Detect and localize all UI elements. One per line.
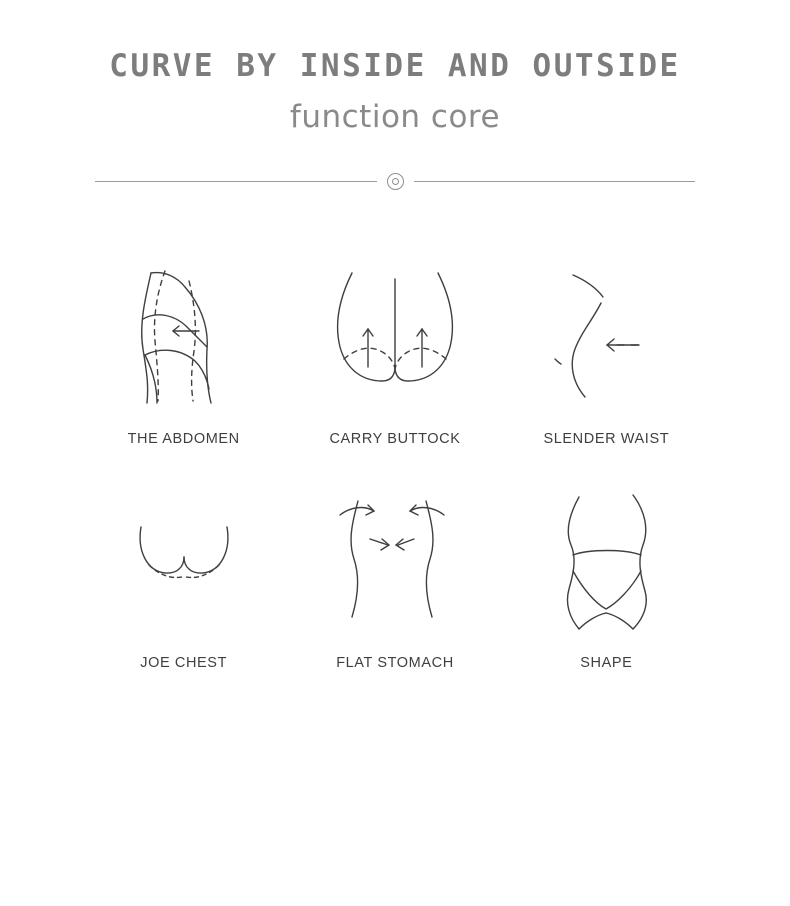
feature-item-joe-chest bbox=[78, 493, 289, 723]
divider bbox=[95, 171, 695, 191]
divider-line-right bbox=[414, 181, 696, 182]
page-header bbox=[0, 0, 790, 191]
page-title: CURVE BY INSIDE AND OUTSIDE bbox=[109, 48, 681, 84]
double-circle-ornament-icon bbox=[387, 173, 404, 190]
abdomen-silhouette-icon bbox=[84, 263, 284, 413]
feature-label: FLAT STOMACH bbox=[336, 655, 454, 672]
feature-label: CARRY BUTTOCK bbox=[329, 431, 461, 448]
feature-item-the-abdomen bbox=[78, 263, 289, 493]
feature-label: THE ABDOMEN bbox=[127, 431, 240, 448]
page-subtitle: function core bbox=[289, 99, 501, 136]
bust-support-icon bbox=[84, 493, 284, 633]
feature-item-shape bbox=[501, 493, 712, 723]
feature-item-slender-waist bbox=[501, 263, 712, 493]
waist-cinch-icon bbox=[295, 493, 495, 633]
waist-profile-icon bbox=[506, 263, 706, 413]
feature-item-carry-buttock bbox=[289, 263, 500, 493]
feature-label: SLENDER WAIST bbox=[543, 431, 670, 448]
feature-item-flat-stomach bbox=[289, 493, 500, 723]
divider-line-left bbox=[95, 181, 377, 182]
feature-label: SHAPE bbox=[580, 655, 633, 672]
full-body-shape-icon bbox=[506, 493, 706, 633]
buttock-lift-icon bbox=[295, 263, 495, 413]
feature-label: JOE CHEST bbox=[140, 655, 228, 672]
feature-grid bbox=[0, 263, 790, 723]
